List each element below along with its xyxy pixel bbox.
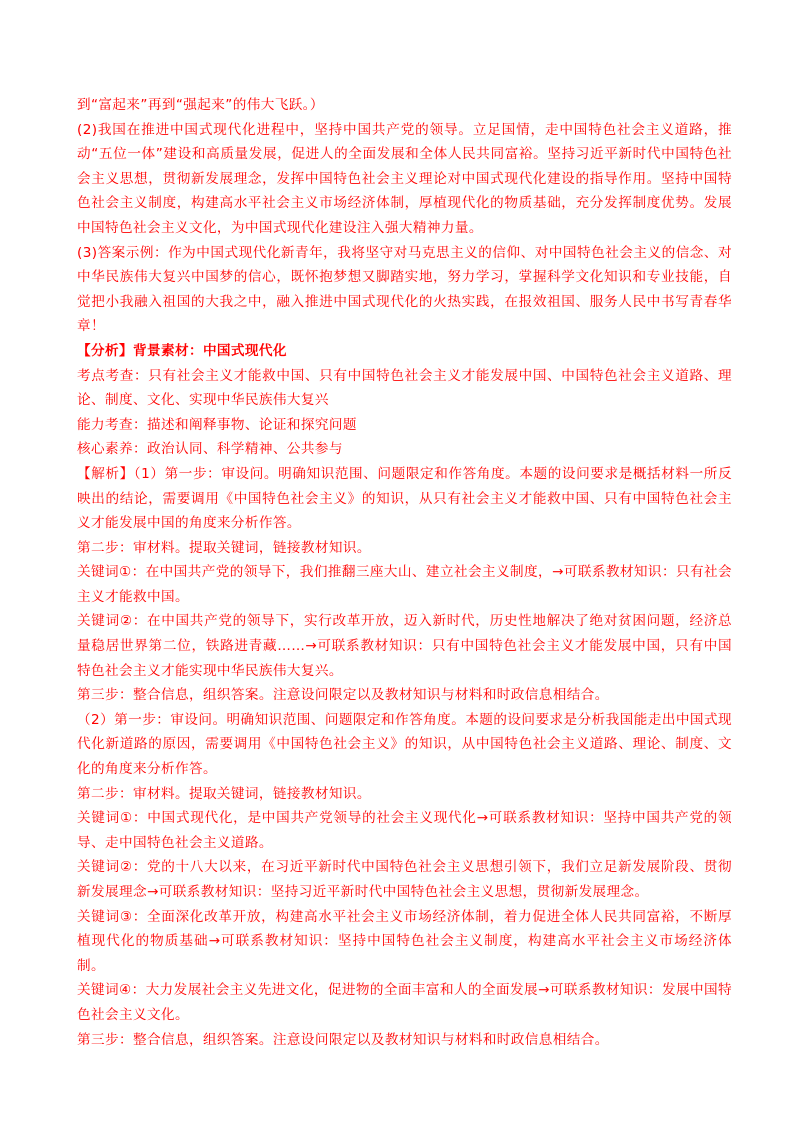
analysis-heading: 【分析】背景素材：中国式现代化: [77, 342, 287, 359]
explanation-1-step-3: 第三步：整合信息，组织答案。注意设问限定以及教材知识与材料和时政信息相结合。: [77, 687, 609, 704]
explanation-1-keyword-2: 关键词②：在中国共产党的领导下，实行改革开放，迈入新时代，历史性地解决了绝对贫困问题，经济总量稳居世界第二位，铁路进青藏……→可联系教材知识：只有中国特色社会主义才能发展中国，只有中国特色社会主义才能实现中华民族伟大复兴。: [77, 613, 732, 679]
analysis-exam-points: 考点考查：只有社会主义才能救中国、只有中国特色社会主义才能发展中国、中国特色社会主义道路、理论、制度、文化、实现中华民族伟大复兴: [77, 367, 732, 409]
explanation-2-keyword-4: 关键词④：大力发展社会主义先进文化，促进物的全面丰富和人的全面发展→可联系教材知识：发展中国特色社会主义文化。: [77, 982, 732, 1023]
explanation-1-step-1: 【解析】（1）第一步：审设问。明确知识范围、问题限定和作答角度。本题的设问要求是概括材料一所反映出的结论，需要调用《中国特色社会主义》的知识，从只有社会主义才能救中国、只有中国特色社会主义才能发展中国的角度来分析作答。: [77, 465, 732, 532]
analysis-core-literacy: 核心素养：政治认同、科学精神、公共参与: [77, 441, 343, 458]
explanation-2-step-2: 第二步：审材料。提取关键词，链接教材知识。: [77, 785, 371, 802]
answer-2: (2)我国在推进中国式现代化进程中，坚持中国共产党的领导。立足国情，走中国特色社会主义道路，推动“五位一体”建设和高质量发展，促进人的全面发展和全体人民共同富裕。坚持习近平新时代中国特色社会主义思想，贯彻新发展理念，发挥中国特色社会主义理论对中国式现代化建设的指导作用。坚持中国特色社会主义制度，构建高水平社会主义市场经济体制，厚植现代化的物质基础，充分发挥制度优势。发展中国特色社会主义文化，为中国式现代化建设注入强大精神力量。: [77, 121, 732, 236]
answer-3: (3)答案示例：作为中国式现代化新青年，我将坚守对马克思主义的信仰、对中国特色社会主义的信念、对中华民族伟大复兴中国梦的信心，既怀抱梦想又脚踏实地，努力学习，掌握科学文化知识和专业技能，自觉把小我融入祖国的大我之中，融入推进中国式现代化的火热实践，在报效祖国、服务人民中书写青春华章！: [77, 244, 732, 335]
explanation-2-step-1: （2）第一步：审设问。明确知识范围、问题限定和作答角度。本题的设问要求是分析我国能走出中国式现代化新道路的原因，需要调用《中国特色社会主义》的知识，从中国特色社会主义道路、理论、制度、文化的角度来分析作答。: [77, 711, 732, 778]
explanation-2-step-3: 第三步：整合信息，组织答案。注意设问限定以及教材知识与材料和时政信息相结合。: [77, 1031, 609, 1048]
explanation-2-keyword-2: 关键词②：党的十八大以来，在习近平新时代中国特色社会主义思想引领下，我们立足新发展阶段、贯彻新发展理念→可联系教材知识：坚持习近平新时代中国特色社会主义思想，贯彻新发展理念。: [77, 859, 732, 900]
analysis-ability: 能力考查：描述和阐释事物、论证和探究问题: [77, 416, 357, 433]
explanation-1-step-2: 第二步：审材料。提取关键词，链接教材知识。: [77, 539, 371, 556]
explanation-2-keyword-3: 关键词③：全面深化改革开放，构建高水平社会主义市场经济体制，着力促进全体人民共同富裕，不断厚植现代化的物质基础→可联系教材知识：坚持中国特色社会主义制度，构建高水平社会主义市场经济体制。: [77, 908, 732, 974]
explanation-2-keyword-1: 关键词①：中国式现代化，是中国共产党领导的社会主义现代化→可联系教材知识：坚持中国共产党的领导、走中国特色社会主义道路。: [77, 810, 732, 851]
answer-continuation: 到“富起来”再到“强起来”的伟大飞跃。）: [77, 97, 324, 113]
explanation-1-keyword-1: 关键词①：在中国共产党的领导下，我们推翻三座大山、建立社会主义制度，→可联系教材知识：只有社会主义才能救中国。: [77, 564, 732, 605]
